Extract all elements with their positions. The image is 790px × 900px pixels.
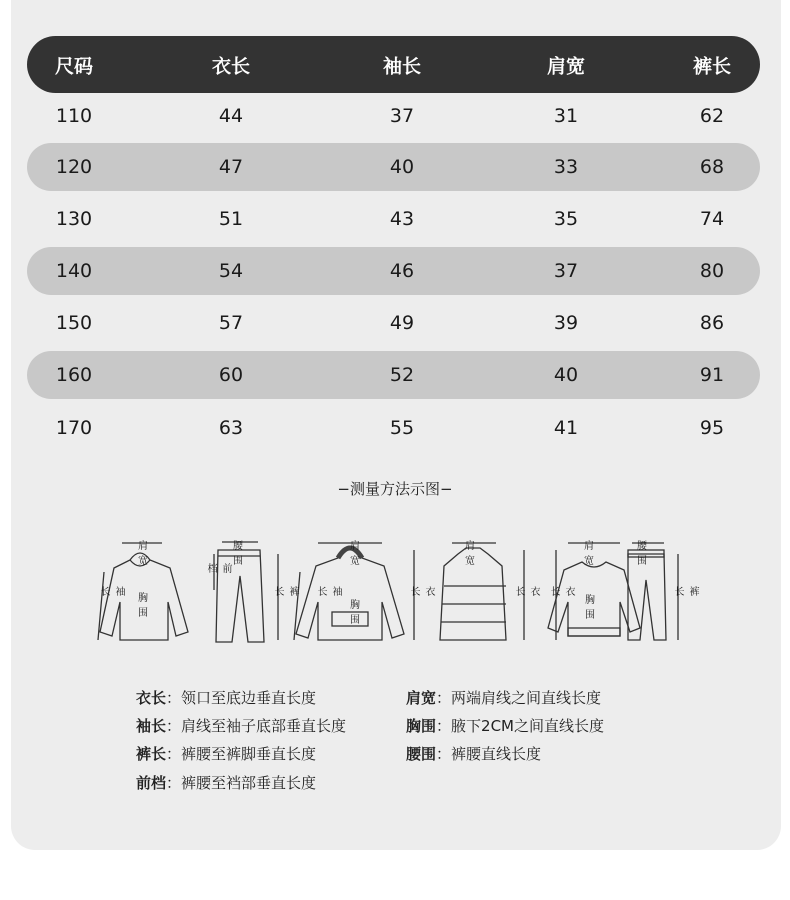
length-cell: 60 [218, 364, 244, 386]
sleeve-cell: 55 [389, 417, 415, 439]
sleeve-cell: 40 [389, 156, 415, 178]
diagram-pants-label-2: 裤长 [672, 586, 698, 596]
size-cell: 130 [55, 208, 93, 230]
sleeve-cell: 46 [389, 260, 415, 282]
diagram-waist-label: 腰围 [233, 541, 243, 567]
diagram-rise-label: 前档 [205, 563, 231, 573]
shoulder-cell: 41 [553, 417, 579, 439]
pants-cell: 91 [699, 364, 725, 386]
diagram-shoulder-label-3: 肩宽 [465, 541, 475, 567]
measurement-illustrations [92, 532, 698, 650]
measurement-section-title: −测量方法示图− [337, 480, 453, 498]
diagram-chest-label: 胸围 [138, 593, 148, 619]
length-cell: 54 [218, 260, 244, 282]
size-cell: 110 [55, 105, 93, 127]
table-row [27, 247, 760, 295]
diagram-waist-label-2: 腰围 [637, 541, 647, 567]
header-sleeve: 袖长 [382, 55, 422, 77]
table-row [27, 404, 760, 452]
shoulder-cell: 37 [553, 260, 579, 282]
sleeve-cell: 43 [389, 208, 415, 230]
pants-cell: 80 [699, 260, 725, 282]
shoulder-cell: 35 [553, 208, 579, 230]
diagram-shoulder-label-2: 肩宽 [350, 541, 360, 567]
length-cell: 44 [218, 105, 244, 127]
header-shoulder: 肩宽 [546, 55, 586, 77]
diagram-shoulder-label-4: 肩宽 [584, 541, 594, 567]
diagram-length-label: 衣长 [408, 586, 434, 596]
pants-cell: 62 [699, 105, 725, 127]
legend-item-waist: 腰围：裤腰直线长度 [406, 745, 542, 763]
shoulder-cell: 33 [553, 156, 579, 178]
diagram-pants-label: 裤长 [272, 586, 298, 596]
table-row [27, 92, 760, 140]
table-row [27, 299, 760, 347]
sleeve-cell: 52 [389, 364, 415, 386]
jogger-pants-icon [628, 550, 666, 640]
pants-cell: 68 [699, 156, 725, 178]
table-row [27, 195, 760, 243]
table-row [27, 351, 760, 399]
shoulder-cell: 31 [553, 105, 579, 127]
length-cell: 63 [218, 417, 244, 439]
length-cell: 57 [218, 312, 244, 334]
diagram-length-label-2: 衣长 [513, 586, 539, 596]
diagram-chest-label-2: 胸围 [350, 600, 360, 626]
length-cell: 47 [218, 156, 244, 178]
diagram-chest-label-3: 胸围 [585, 595, 595, 621]
shoulder-cell: 39 [553, 312, 579, 334]
size-cell: 150 [55, 312, 93, 334]
table-row [27, 143, 760, 191]
sleeve-cell: 49 [389, 312, 415, 334]
size-cell: 140 [55, 260, 93, 282]
sleeve-cell: 37 [389, 105, 415, 127]
legend-item-sleeve: 袖长：肩线至袖子底部垂直长度 [136, 717, 347, 735]
pants-cell: 95 [699, 417, 725, 439]
pants-cell: 86 [699, 312, 725, 334]
legend-item-length: 衣长：领口至底边垂直长度 [136, 689, 317, 707]
header-size: 尺码 [54, 55, 94, 77]
diagram-sleeve-label-2: 袖长 [315, 586, 341, 596]
diagram-sleeve-label: 袖长 [98, 586, 124, 596]
diagram-length-label-3: 衣长 [548, 586, 574, 596]
diagram-shoulder-label: 肩宽 [138, 541, 148, 567]
size-cell: 160 [55, 364, 93, 386]
size-table-header [27, 36, 760, 93]
legend-item-rise: 前档：裤腰至裆部垂直长度 [136, 774, 317, 792]
header-pants: 裤长 [692, 55, 732, 77]
length-cell: 51 [218, 208, 244, 230]
pants-cell: 74 [699, 208, 725, 230]
legend-item-pants: 裤长：裤腰至裤脚垂直长度 [136, 745, 317, 763]
legend-item-shoulder: 肩宽：两端肩线之间直线长度 [406, 689, 602, 707]
size-cell: 170 [55, 417, 93, 439]
header-length: 衣长 [211, 55, 251, 77]
size-cell: 120 [55, 156, 93, 178]
shoulder-cell: 40 [553, 364, 579, 386]
legend-item-chest: 胸围：腋下2CM之间直线长度 [406, 717, 604, 735]
